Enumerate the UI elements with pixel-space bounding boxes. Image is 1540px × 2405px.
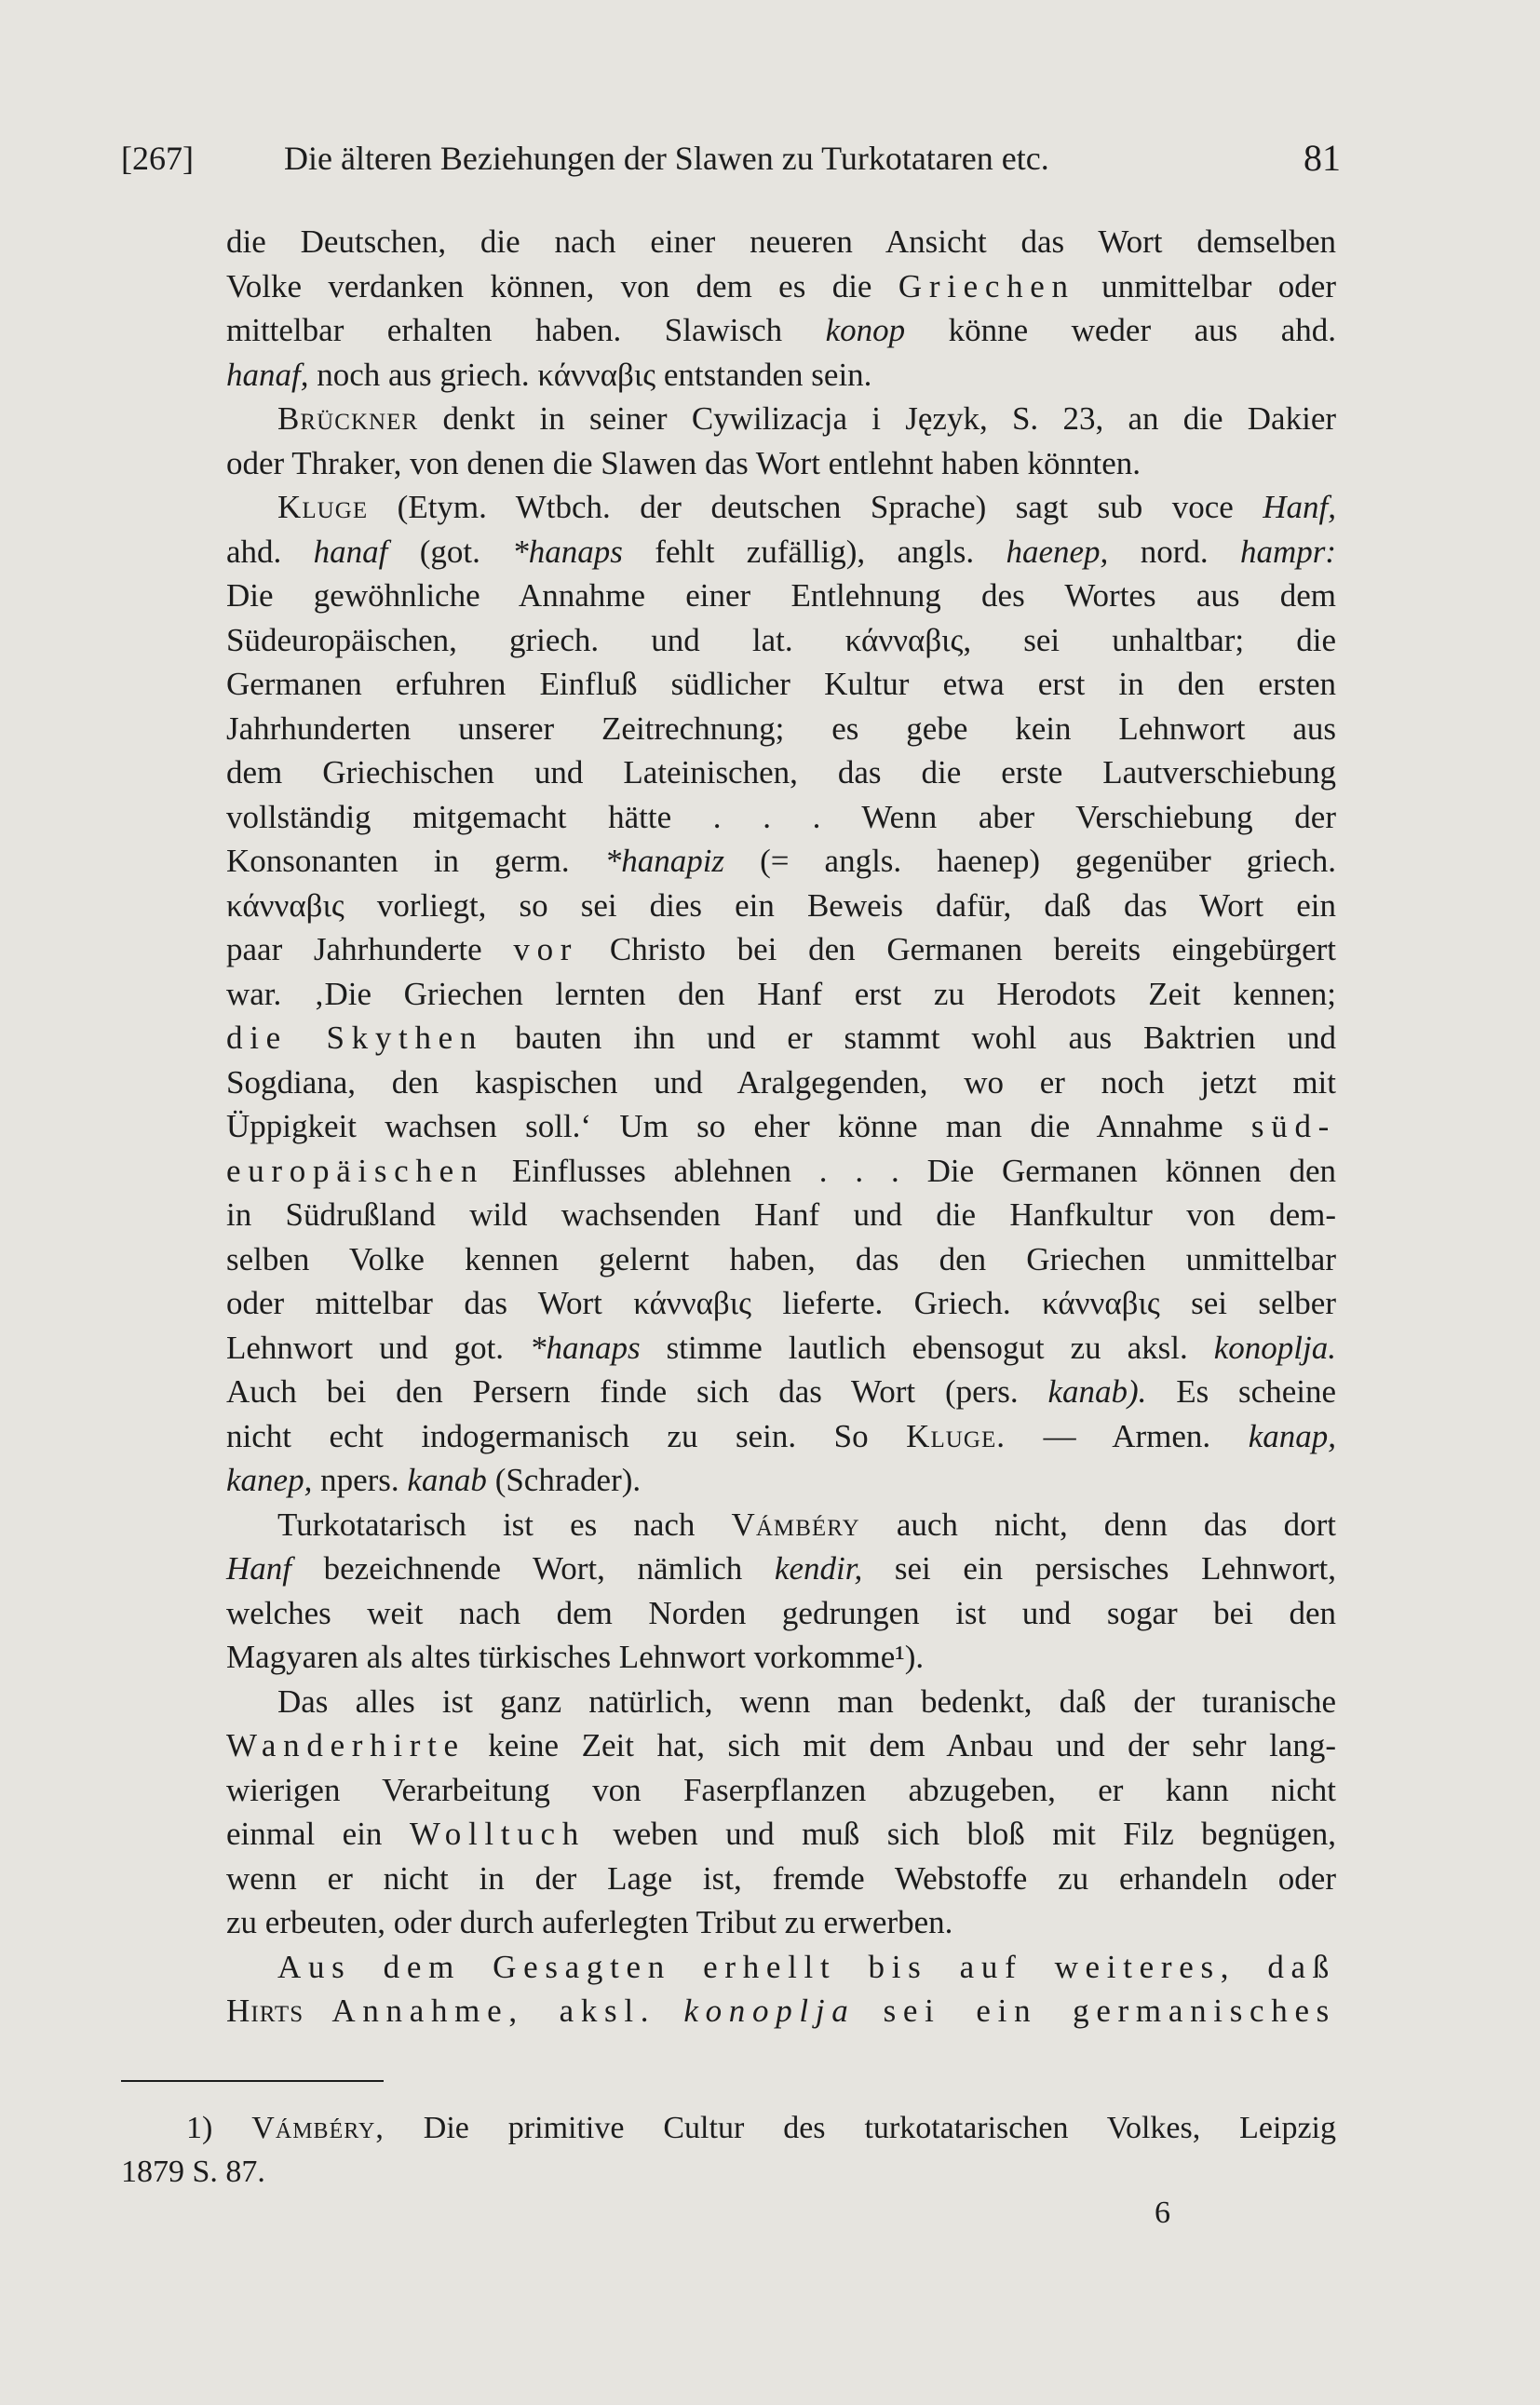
main-text [226,220,1336,2033]
text-line: ahd. hanaf (got. *hanaps fehlt zufällig), angls. haenep, nord. hampr: [226,533,1337,570]
text-line: Sogdiana, den kaspischen und Aralgegenden, wo er noch jetzt mit [226,1063,1336,1101]
text-line: vollständig mitgemacht hätte . . . Wenn aber Verschiebung der [226,798,1336,835]
text-line: Magyaren als altes türkisches Lehnwort vorkomme¹). [226,1639,925,1675]
text-line: zu erbeuten, oder durch auferlegten Tribut zu erwerben. [226,1904,953,1940]
text-line: Südeuropäischen, griech. und lat. κάνναβις, sei unhaltbar; die [226,621,1336,658]
text-line: Turkotatarisch ist es nach Vámbéry auch nicht, denn das dort [277,1506,1337,1543]
footnote-line: 1) Vámbéry, Die primitive Cultur des turkotatarischen Volkes, Leipzig [186,2111,1337,2145]
text-line: Wanderhirte keine Zeit hat, sich mit dem Anbau und der sehr lang- [226,1727,1336,1763]
text-line: Hanf bezeichnende Wort, nämlich kendir, sei ein persisches Lehnwort, [226,1550,1336,1587]
text-line: die Skythen bauten ihn und er stammt wohl aus Baktrien und [226,1020,1336,1056]
text-line: in Südrußland wild wachsenden Hanf und die Hanfkultur von dem- [226,1196,1336,1233]
text-line: dem Griechischen und Lateinischen, das die erste Lautverschiebung [226,754,1336,790]
text-line: Volke verdanken können, von dem es die Griechen unmittelbar oder [226,267,1337,304]
text-line: paar Jahrhunderte vor Christo bei den Germanen bereits eingebürgert [226,931,1337,967]
text-line: Die gewöhnliche Annahme einer Entlehnung des Wortes aus dem [226,577,1336,614]
text-line: Das alles ist ganz natürlich, wenn man bedenkt, daß der turanische [277,1682,1336,1720]
text-line: oder mittelbar das Wort κάνναβις lieferte. Griech. κάνναβις sei selber [226,1285,1336,1321]
text-line: kanep, npers. kanab (Schrader). [226,1462,642,1498]
text-line: Konsonanten in germ. *hanapiz (= angls. haenep) gegenüber griech. [226,843,1337,879]
text-line: Üppigkeit wachsen soll.‘ Um so eher könne man die Annahme süd- [226,1108,1336,1144]
footnote-line: 1879 S. 87. [121,2155,265,2189]
text-line: Jahrhunderten unserer Zeitrechnung; es gebe kein Lehnwort aus [226,709,1336,747]
footnote [121,2106,1336,2194]
text-line: Aus dem Gesagten erhellt bis auf weiteres, daß [277,1948,1336,1985]
text-line: wierigen Verarbeitung von Faserpflanzen abzugeben, er kann nicht [226,1771,1336,1808]
text-line: selben Volke kennen gelernt haben, das den Griechen unmittelbar [226,1240,1336,1277]
running-title: Die älteren Beziehungen der Slawen zu Turkotataren etc. [284,140,1049,177]
text-line: europäischen Einflusses ablehnen . . . Die Germanen können den [226,1152,1337,1189]
text-line: die Deutschen, die nach einer neueren Ansicht das Wort demselben [226,223,1336,260]
signature-mark: 6 [1155,2196,1170,2230]
text-line: hanaf, noch aus griech. κάνναβις entstanden sein. [226,356,872,393]
text-line: mittelbar erhalten haben. Slawisch konop könne weder aus ahd. [226,312,1336,348]
text-line: Germanen erfuhren Einfluß südlicher Kultur etwa erst in den ersten [226,666,1336,702]
text-line: Auch bei den Persern finde sich das Wort (pers. kanab). Es scheine [226,1373,1337,1410]
text-line: Kluge (Etym. Wtbch. der deutschen Sprache) sagt sub voce Hanf, [277,489,1337,525]
text-line: war. ‚Die Griechen lernten den Hanf erst zu Herodots Zeit kennen; [226,975,1336,1012]
text-line: wenn er nicht in der Lage ist, fremde Webstoffe zu erhandeln oder [226,1859,1336,1897]
text-line: Lehnwort und got. *hanaps stimme lautlich ebensogut zu aksl. konoplja. [226,1329,1336,1366]
text-line: Brückner denkt in seiner Cywilizacja i Język, S. 23, an die Dakier [277,400,1337,437]
page-number-bracketed: [267] [121,140,194,177]
text-line: Hirts Annahme, aksl. konoplja sei ein germanisches [226,1993,1337,2029]
text-line: nicht echt indogermanisch zu sein. So Kluge. — Armen. kanap, [226,1417,1337,1454]
text-line: oder Thraker, von denen die Slawen das Wort entlehnt haben könnten. [226,444,1141,481]
running-header [121,130,1341,186]
footnote-rule [121,2080,384,2082]
text-line: κάνναβις vorliegt, so sei dies ein Beweis dafür, daß das Wort ein [226,886,1336,924]
text-line: einmal ein Wolltuch weben und muß sich bloß mit Filz begnügen, [226,1816,1336,1852]
page-number: 81 [1304,137,1341,179]
text-line: welches weit nach dem Norden gedrungen ist und sogar bei den [226,1594,1336,1631]
